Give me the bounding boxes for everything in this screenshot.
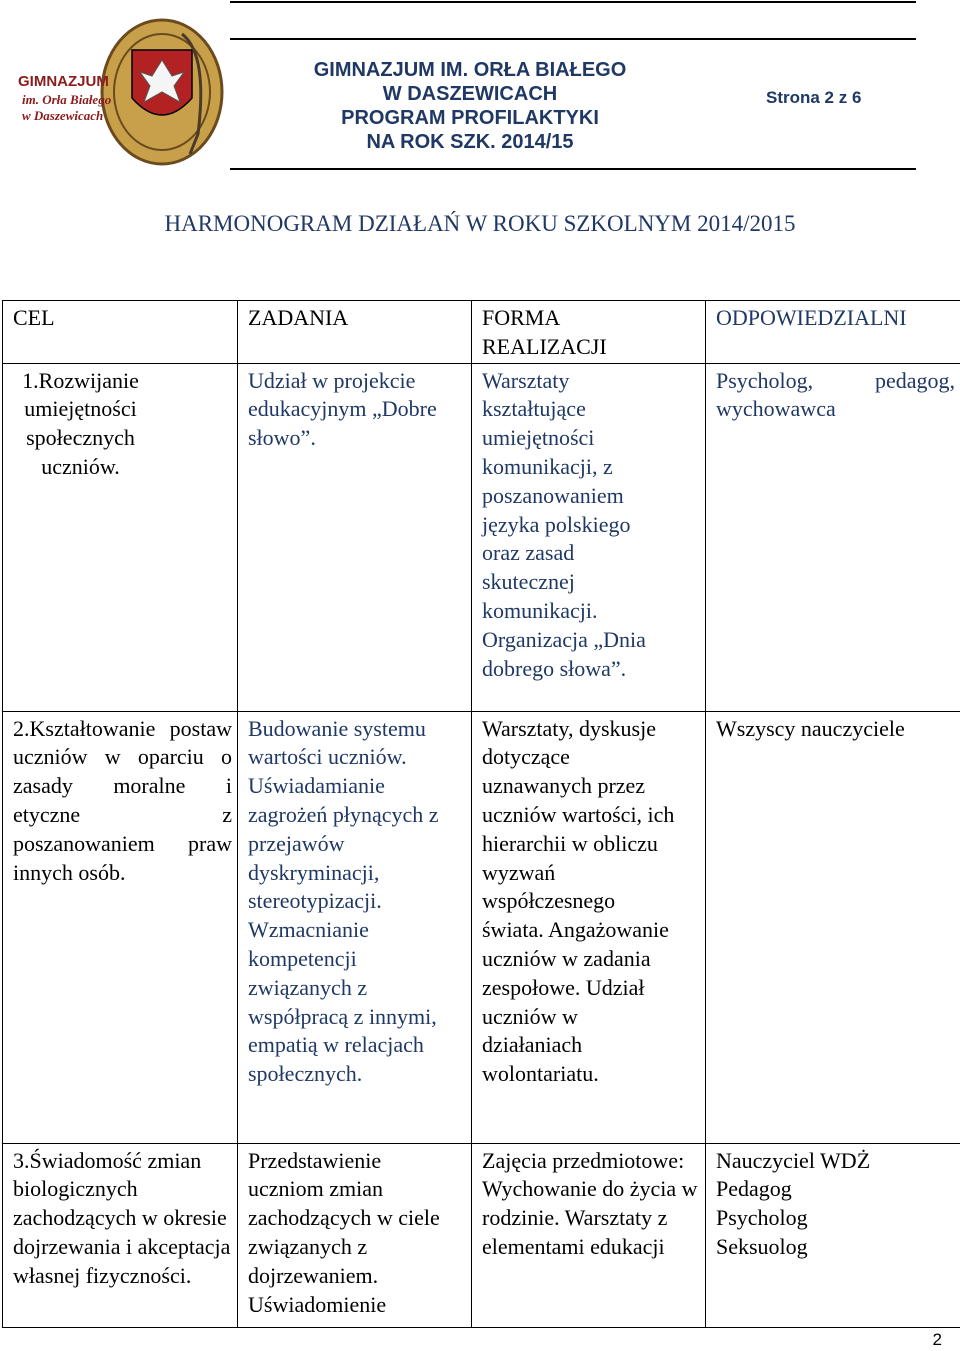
row1-zadania: Udział w projekcie edukacyjnym „Dobre słowo”. [238,363,472,711]
row3-zadania: Przedstawienie uczniom zmian zachodzących w ciele związanych z dojrzewaniem. Uświadomienie [238,1143,472,1327]
table-header-row [3,301,960,364]
program-name: PROGRAM PROFILAKTYKI [341,107,599,129]
school-name: GIMNAZJUM IM. ORŁA BIAŁEGO [313,59,627,81]
logo-line-3: w Daszewicach [22,108,104,123]
row2-cel: 2.Kształtowanie postaw uczniów w oparciu o zasady moralne i etyczne z poszanowaniem praw innych osób. [3,711,238,1143]
school-logo [12,14,224,166]
logo-line-2: im. Orła Białego [22,92,112,107]
responsible-item: Nauczyciel WDŻ [716,1147,871,1173]
table-row [3,1143,960,1327]
row2-odpowiedzialni: Wszyscy nauczyciele [706,711,960,1143]
row1-cel: 1.Rozwijanie umiejętności społecznych uczniów. [3,363,238,711]
header-rule-2 [230,38,916,40]
responsible-item: Seksuolog [716,1233,808,1259]
header-zadania: ZADANIA [238,301,472,364]
header-forma: FORMA REALIZACJI [472,301,706,364]
row2-zadania: Budowanie systemu wartości uczniów. Uświadamianie zagrożeń płynących z przejawów dyskryminacji, stereotypizacji. Wzmacnianie kompetencji związanych z współpracą z innymi, empatią w relacjach społecznych. [238,711,472,1143]
row3-forma: Zajęcia przedmiotowe: Wychowanie do życia w rodzinie. Warsztaty z elementami edukacji [472,1143,706,1327]
header-top-rule [230,1,916,3]
row2-forma: Warsztaty, dyskusje dotyczące uznawanych przez uczniów wartości, ich hierarchii w obliczu wyzwań współczesnego świata. Angażowanie uczniów w zadania zespołowe. Udział uczniów w działaniach wolontariatu. [472,711,706,1143]
header-cel: CEL [3,301,238,364]
school-year: NA ROK SZK. 2014/15 [366,131,574,153]
header-rule-3 [230,168,916,170]
row1-odpowiedzialni: Psycholog, pedagog, wychowawca [706,363,960,711]
page-indicator: Strona 2 z 6 [766,88,862,107]
schedule-table [2,300,960,1328]
footer-page-number: 2 [932,1330,942,1349]
row3-cel: 3.Świadomość zmian biologicznych zachodzących w okresie dojrzewania i akceptacja własnej fizyczności. [3,1143,238,1327]
table-row [3,711,960,1143]
row3-odpowiedzialni [706,1143,960,1327]
header-odpowiedzialni: ODPOWIEDZIALNI [706,301,960,364]
responsible-item: Pedagog [716,1176,792,1202]
responsible-item: Psycholog [716,1205,808,1231]
table-row [3,363,960,711]
school-header [300,58,640,154]
document-title: HARMONOGRAM DZIAŁAŃ W ROKU SZKOLNYM 2014/2015 [164,211,796,236]
row1-forma: Warsztaty kształtujące umiejętności komunikacji, z poszanowaniem języka polskiego oraz zasad skutecznej komunikacji. Organizacja „Dnia dobrego słowa”. [472,363,706,711]
school-location: W DASZEWICACH [382,83,558,105]
logo-line-1: GIMNAZJUM [18,73,109,90]
